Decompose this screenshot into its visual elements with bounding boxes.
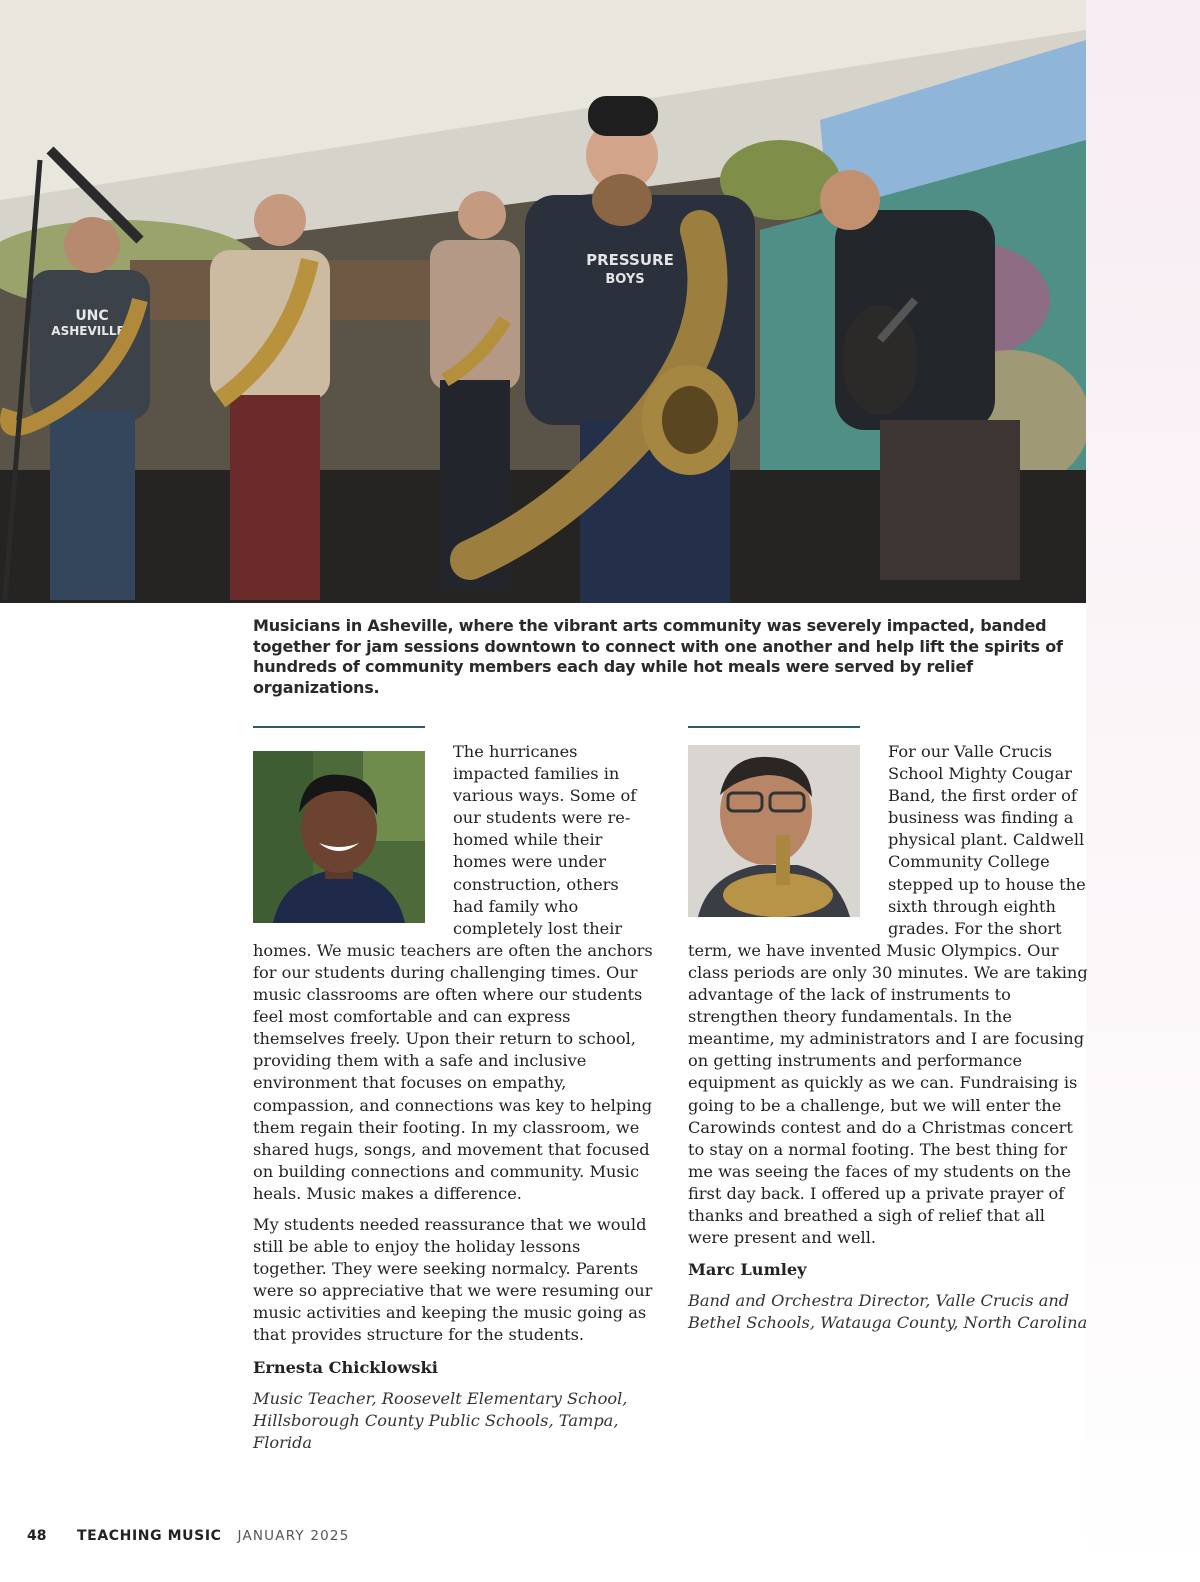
photo-caption: Musicians in Asheville, where the vibrant arts community was severely impacted, banded together for jam sessions downtown to connect with one another and help lift the spirits of hundreds of community members each day while hot meals were served by relief organizations.	[253, 616, 1063, 697]
right-para-1: For our Valle Crucis School Mighty Cougar Band, the first order of business was finding a physical plant. Caldwell Community College stepped up to house the sixth through eighth grades. For the short term, we have invented Music Olympics. Our class periods are only 30 minutes. We are taking advantage of the lack of instruments to strengthen theory fundamentals. In the meantime, my administrators and I are focusing on getting instruments and performance equipment as quickly as we can. Fundraising is going to be a challenge, but we will enter the Carowinds contest and do a Christmas concert to stay on a normal footing. The best thing for me was seeing the faces of my students on the first day back. I offered up a private prayer of thanks and breathed a sigh of relief that all were present and well.	[688, 742, 1088, 1248]
issue-date: JANUARY 2025	[237, 1528, 350, 1544]
shirt-text-boys: BOYS	[605, 272, 645, 287]
ernesta-headshot	[253, 751, 425, 923]
band-photo-illustration	[0, 0, 1086, 603]
left-para-1: The hurricanes impacted families in various ways. Some of our students were re-homed while their homes were under construction, others had family who completely lost their homes. We music teachers are often the anchors for our students during challenging times. Our music classrooms are often where our students feel most comfortable and can express themselves freely. Upon their return to school, providing them with a safe and inclusive environment that focuses on empathy, compassion, and connections was key to helping them regain their footing. In my classroom, we shared hugs, songs, and movement that focused on building connections and community. Music heals. Music makes a difference.	[253, 742, 653, 1203]
right-column-rule	[688, 726, 860, 728]
shirt-text-unc: UNC	[75, 308, 109, 324]
right-author-name: Marc Lumley	[688, 1260, 807, 1280]
page-number: 48	[27, 1528, 47, 1544]
left-author-name: Ernesta Chicklowski	[253, 1357, 438, 1377]
page-footer	[27, 1528, 350, 1544]
right-column	[688, 726, 1088, 1334]
left-column-rule	[253, 726, 425, 728]
page-edge-strip	[1086, 0, 1200, 1582]
marc-headshot	[688, 745, 860, 917]
left-column	[253, 726, 653, 1454]
shirt-text-asheville: ASHEVILLE	[51, 324, 125, 338]
magazine-name: TEACHING MUSIC	[77, 1528, 222, 1544]
left-author-title: Music Teacher, Roosevelt Elementary School, Hillsborough County Public Schools, Tampa, Florida	[253, 1388, 628, 1452]
shirt-text-pressure: PRESSURE	[586, 251, 674, 269]
left-para-2: My students needed reassurance that we would still be able to enjoy the holiday lessons together. They were seeking normalcy. Parents were so appreciative that we were resuming our music activities and keeping the music going as that provides structure for the students.	[253, 1214, 653, 1345]
band-photo	[0, 0, 1086, 603]
right-author-title: Band and Orchestra Director, Valle Crucis and Bethel Schools, Watauga County, North Carolina	[688, 1291, 1088, 1333]
